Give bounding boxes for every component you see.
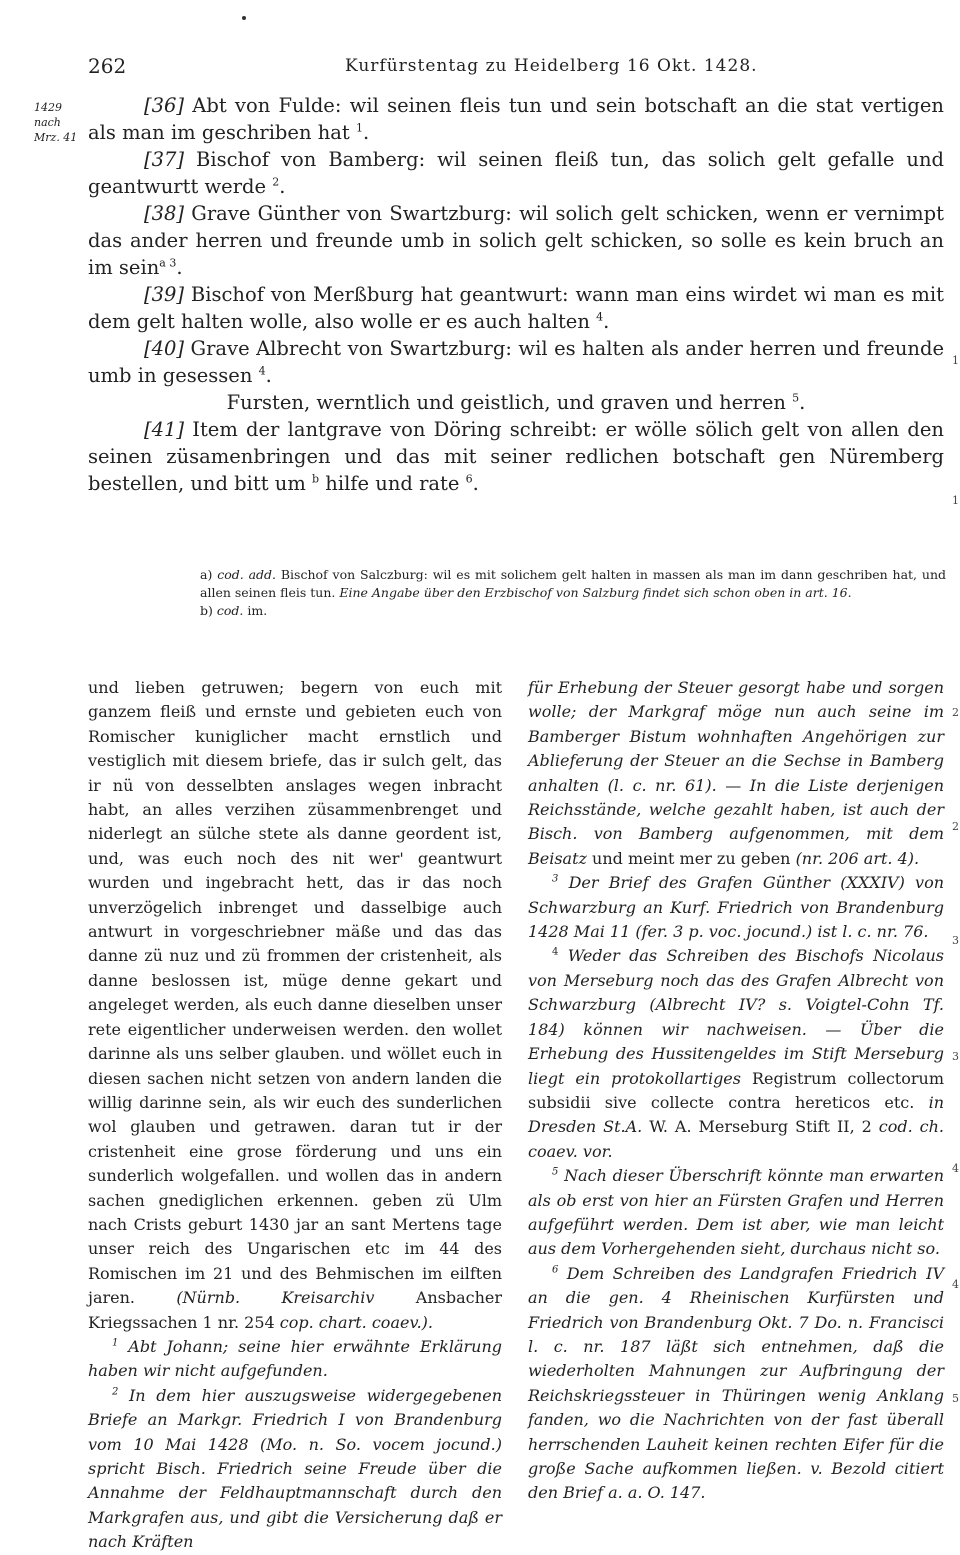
footnote-number: 5 [552,1166,559,1178]
running-title: Kurfürstentag zu Heidelberg 16 Okt. 1428. [345,56,758,76]
heading-text: Fursten, werntlich und geistlich, und graven und herren [226,391,786,414]
continuation-text [88,676,502,1335]
edge-line-mark: 4 [952,1278,959,1291]
punct: . [362,121,370,144]
footnote-number: 1 [112,1337,119,1349]
left-column [88,676,502,1555]
footnote-3 [528,871,944,944]
section-heading [88,389,944,416]
footnote-2 [88,1384,502,1555]
variant-text: im. [243,603,268,618]
paragraph-text: Bischof von Bamberg: wil seinen fleiß tun, das solich gelt gefalle und geantwurtt werde [88,148,944,198]
footnote-archive: in Dresden St.A. [528,1092,944,1137]
footnote-text: Der Brief des Grafen Günther (XXXIV) von Schwarzburg an Kurf. Friedrich von Brandenburg 1428 Mai 11 (fer. 3 p. voc. jocund.) ist l. c. nr. 76. [528,873,944,942]
footnote-text: Weder das Schreiben des Bischofs Nicolaus von Merseburg noch das des Grafen Albrecht von Schwarzburg (Albrecht IV? s. Voigtel-Cohn Tf. 184) können wir nachweisen. — Über die Erhebung des Hussitengeldes im Stift Merseburg liegt ein protokollartiges [528,946,944,1088]
variant-comment: Eine Angabe über den Erzbischof von Salzburg findet sich schon oben in art. 16. [339,585,852,600]
variant-label: b) [200,603,217,618]
footnote-text: In dem hier auszugsweise widergegebenen Briefe an Markgr. Friedrich I von Brandenburg vom 10 Mai 1428 (Mo. n. So. vocem jocund.) spricht Bisch. Friedrich seine Freude über die Annahme der Feldhauptmannschaft durch den Markgrafen aus, und gibt die Versicherung daß er nach Kräften [88,1385,502,1552]
article-number: [36] [144,94,185,117]
edge-line-mark: 3 [952,934,959,947]
footnote-number: 3 [552,873,559,885]
variant-ref: b [312,472,320,486]
edge-line-mark: 3 [952,1050,959,1063]
paragraph-text: Bischof von Merßburg hat geantwurt: wann man eins wirdet wi man es mit dem gelt halten wolle, also wolle er es auch halten [88,283,944,333]
footnote-quote: Registrum collectorum subsidii sive collecte contra hereticos etc. [528,1068,944,1112]
edge-line-mark: 1 [952,494,959,507]
paragraph-36 [88,92,944,146]
footnote-5 [528,1164,944,1262]
paragraph-38 [88,200,944,281]
speck-mark [242,16,246,20]
punct: . [799,391,806,414]
variant-cod: cod. [216,603,244,618]
paragraph-text: Item der lantgrave von Döring schreibt: er wölle sölich gelt von allen den seinen züsamenbringen und das mit seiner redlichen botschaft gen Nüremberg bestellen, und bitt um [88,418,944,495]
source-type: cop. chart. coaev.). [279,1312,433,1332]
paragraph-text: Abt von Fulde: wil seinen fleis tun und sein botschaft an die stat vertigen als man im geschriben hat [88,94,944,144]
variant-text: Bischof von Salczburg: wil es mit solichem gelt halten in massen als man im dann geschriben hat, und allen seinen fleis tun. [200,567,946,600]
paragraph-text: Grave Albrecht von Swartzburg: wil es halten als ander herren und freunde umb in gesessen [88,337,944,387]
article-number: [39] [144,283,185,306]
right-column [528,676,944,1506]
margin-date-note [34,100,77,145]
paragraph-40 [88,335,944,389]
footnote-text: Dem Schreiben des Landgrafen Friedrich IV an die gen. 4 Rheinischen Kurfürsten und Friedrich von Brandenburg Okt. 7 Do. n. Francisci l. c. nr. 187 läßt sich entnehmen, daß die wiederholten Mahnungen zur Aufbringung der Reichskriegssteuer in Thüringen wenig Anklang fanden, wo die Nachrichten von der fast überall herrschenden Lauheit keinen rechten Eifer für die große Sache aufkommen ließen. v. Bezold citiert den Brief a. a. O. 147. [528,1263,944,1503]
footnote-1 [88,1335,502,1384]
variant-note-b [200,602,946,620]
footnote-shelfmark: W. A. Merseburg Stift II, 2 [642,1117,879,1137]
punct: . [472,472,479,495]
footnote-ref: 5 [792,391,800,405]
footnote-ref: a 3 [159,256,177,270]
footnote-ref: 6 [465,472,473,486]
edge-line-mark: 5 [952,1392,959,1405]
paragraph-39 [88,281,944,335]
footnote-2-continued [528,676,944,871]
punct: . [176,256,183,279]
main-text [88,92,944,497]
footnote-text: Nach dieser Überschrift könnte man erwarten als ob erst von hier an Fürsten Grafen und Herren aufgeführt werden. Dem ist aber, wie man leicht aus dem Vorhergehenden sieht, durchaus nicht so. [528,1166,944,1259]
footnote-ref: 1 [355,121,363,135]
footnote-ref: 4 [596,310,604,324]
variant-notes [200,566,946,620]
footnote-text: Abt Johann; seine hier erwähnte Erklärung haben wir nicht aufgefunden. [88,1336,502,1381]
edge-line-mark: 4 [952,1162,959,1175]
article-number: [40] [144,337,185,360]
paragraph-text: Grave Günther von Swartzburg: wil solich gelt schicken, wenn er vernimpt das ander herren und freunde umb in solich gelt schicken, so solle es kein bruch an im sein [88,202,944,279]
footnote-6 [528,1262,944,1506]
margin-date-line: Mrz. 41 [34,131,78,144]
footnote-number: 2 [112,1386,119,1398]
edge-line-mark: 2 [952,706,959,719]
footnote-number: 6 [552,1264,559,1276]
footnote-source-type: cod. ch. coaev. vor. [528,1117,945,1161]
punct: . [603,310,610,333]
footnote-4 [528,944,944,1164]
edge-line-mark: 1 [952,354,959,367]
source-shelfmark: Ansbacher Kriegssachen 1 nr. 254 [88,1288,502,1332]
footnote-quote: und meint mer zu geben [586,848,796,868]
variant-label: a) [200,567,218,582]
variant-cod: cod. add. [217,567,276,582]
footnote-number: 4 [552,947,559,959]
footnote-ref-text: (nr. 206 art. 4). [795,848,920,868]
paragraph-41 [88,416,944,497]
variant-note-a [200,566,946,602]
page-number: 262 [88,54,127,78]
edge-line-mark: 2 [952,820,959,833]
letter-text: und lieben getruwen; begern von euch mit ganzem fleiß und ernste und gebieten euch von Romischer kuniglicher macht ernstlich und vestiglich mit diesem briefe, das ir sulch gelt, das ir nü von desselbten anslages wegen inbracht habt, an alles verzihen züsammenbrenget und niderlegt an sülche stete als danne geordent ist, und, was euch noch des nit wer' geantwurt wurden und ingebracht hett, das ir das noch unverzögelich inbrenget und dasselbige auch antwurt in vorgeschriebner mäße und das das danne zü nuz und zü frommen der cristenheit, als danne beslossen ist, müge denne gekart und angeleget werden, als euch danne dieselben unser rete eigentlicher underweisen werden. den wollet darinne als uns selber glauben. und wöllet euch in diesen sachen nicht setzen von andern landen die willig darinne sein, als wir euch des sunderlichen wol glauben und getrawen. daran tut ir der cristenheit eine grose förderung und uns ein sunderlich wolgefallen. und wollen das in andern sachen gnediglichen erkennen. geben zü Ulm nach Crists geburt 1430 jar an sant Mertens tage unser reich des Ungarischen etc im 44 des Romischen im 21 und des Behmischen im eilften jaren. [88,678,502,1308]
punct: . [265,364,272,387]
article-number: [38] [144,202,185,225]
margin-date-line: nach [34,116,61,129]
footnote-ref: 2 [272,175,280,189]
footnote-ref: 4 [258,364,266,378]
paragraph-text: hilfe und rate [319,472,460,495]
paragraph-37 [88,146,944,200]
article-number: [37] [144,148,185,171]
source-archive: (Nürnb. Kreisarchiv [176,1288,375,1308]
margin-date-line: 1429 [34,101,62,114]
footnote-text: für Erhebung der Steuer gesorgt habe und sorgen wolle; der Markgraf möge nun auch seine im Bamberger Bistum wohnhaften Angehörigen zur Ablieferung der Steuer an die Sechse in Bamberg anhalten (l. c. nr. 61). — In die Liste derjenigen Reichsstände, welche gezahlt haben, ist auch der Bisch. von Bamberg aufgenommen, mit dem Beisatz [528,678,944,868]
article-number: [41] [144,418,185,441]
punct: . [279,175,286,198]
